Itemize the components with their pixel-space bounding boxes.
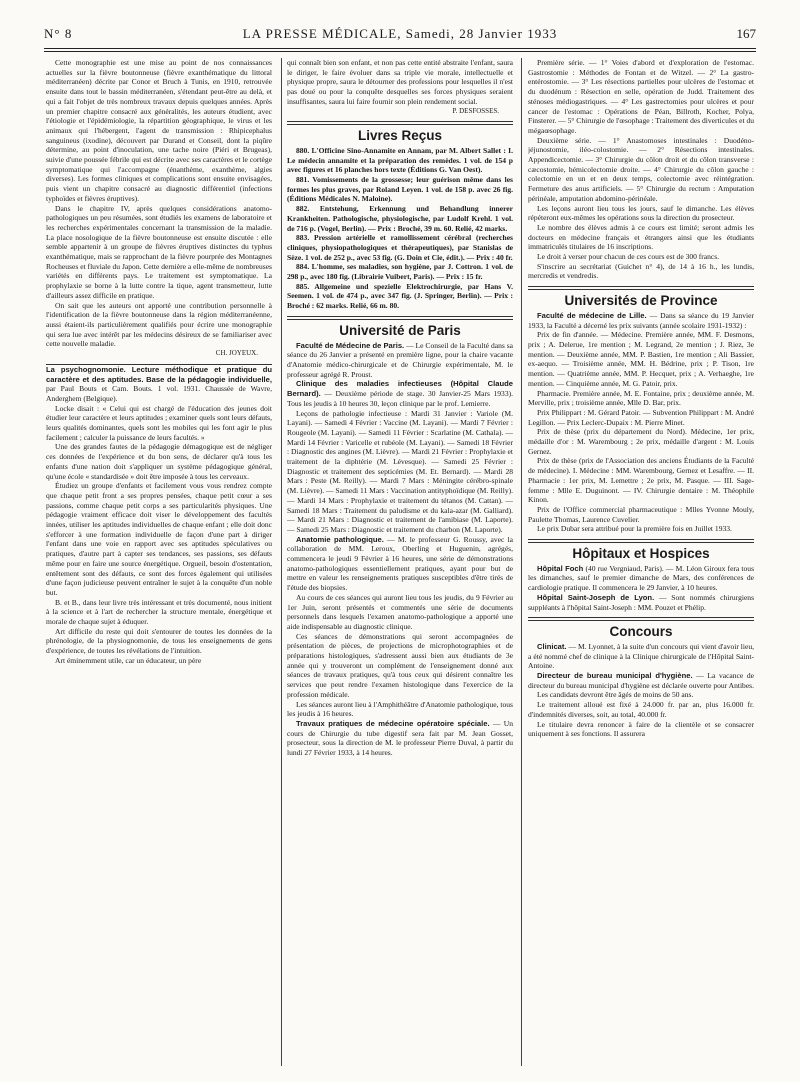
item-title: Directeur de bureau municipal d'hygiène. <box>537 671 693 681</box>
review-paragraph: Cette monographie est une mise au point de nos connaissances actuelles sur la fièvre boutonneuse (fièvre exanthématique du littoral méditerranéen) décrite par Conor et Bruch à Tunis, en 1910, retrouvée ensuite dans tout le bassin méditerranéen, s'étendant peut-être au delà, et qui a fait l'objet de très nombreux travaux depuis quelques années. Après un premier chapitre consacré aux généralités, les auteurs étudient, avec l'étiologie et l'épidémiologie, la répartition géographique, le virus et les animaux qui l'hébergent, l'agent de transmission : Rhipicephalus sanguineus (ixodine), découvert par Durand et Conseil, dont la piqûre détermine, au point d'inoculation, une tache noire (Piéri et Brugeas), suivie d'une poussée fébrile qui est décrite avec ses caractères et le cortège symptomatique qui l'accompagne (énanthème, exanthème, algies diverses). Les formes cliniques et complications sont ensuite envisagées, puis vient un chapitre consacré au diagnostic différentiel (infections typhoïdes et fièvres éruptives). <box>46 58 272 203</box>
page-number: 167 <box>736 26 756 41</box>
header-rule-bottom <box>44 51 756 52</box>
item-text: — M. le professeur G. Roussy, avec la collaboration de MM. Leroux, Oberling et Huguenin, agrégés, commencera le jeudi 9 Février à 16 heures, une série de démonstrations anatomo-pathologiques essentiellement pratiques, ayant pour but de mettre en valeur les renseignements pratiques susceptibles d'être tirés de l'étude des biopsies. <box>287 534 513 593</box>
item-paragraph: Les leçons auront lieu tous les jours, sauf le dimanche. Les élèves répéteront eux-mêmes les opérations sous la direction du prosecteur. <box>528 203 754 223</box>
news-item <box>528 311 754 330</box>
prize-list: Prix de thèse (prix de l'Association des anciens Étudiants de la Faculté de médecine). I. Médecine : MM. Warembourg, Gernez et Lesaffre. — II. Pharmacie : 1er prix, M. Lemettre ; 2e prix, M. Pasque. — III. Sage-femme : Mlle E. Duguinont. — IV. Chirurgie dentaire : M. Théophile Kinon. <box>528 456 754 505</box>
item-paragraph: Au cours de ces séances qui auront lieu tous les jeudis, du 9 Février au 1er Juin, seront présentés et commentés une série de documents personnels dans lesquels l'examen anatomo-pathologique a apporté une aide indispensable au diagnostic clinique. <box>287 592 513 631</box>
item-paragraph: Le traitement alloué est fixé à 24.000 fr. par an, plus 16.000 fr. d'indemnités diverses, soit, au total, 40.000 fr. <box>528 700 754 719</box>
review-paragraph: Art éminemment utile, car un éducateur, un père <box>55 655 202 665</box>
section-rule <box>528 617 754 618</box>
item-title: Anatomie pathologique. <box>296 534 384 544</box>
item-paragraph: Les candidats devront être âgés de moins de 50 ans. <box>537 690 694 700</box>
review-paragraph: qui connaît bien son enfant, et non pas cette entité abstraite l'enfant, saura le diriger, le faire évoluer dans sa triple vie morale, intellectuelle et physique propre, saura le détourner des professions pour lesquelles il n'est pas doué ou pour la conquête desquelles ses forces physiques seraient insuffisantes, saura lui faire fournir son plein rendement social. <box>287 58 513 106</box>
section-rule <box>287 316 513 317</box>
section-rule <box>528 542 754 543</box>
prize-list: Le prix Dubar sera attribué pour la première fois en Juillet 1933. <box>537 524 732 534</box>
review-paragraph: Une des grandes fautes de la pédagogie démagogique est de négliger ces données de l'expérience et du bon sens, de déclarer qu'à tous les enfants d'une nation doit s'appliquer un système pédagogique général, qu'une école « standardisée » doit être imposée à tous les cerveaux. <box>46 442 272 481</box>
column-divider-2 <box>521 58 522 1066</box>
prize-list: Prix de l'Office commercial pharmaceutique : Mlles Yvonne Mouly, Paulette Thomas, Laurence Cuvelier. <box>528 504 754 524</box>
course-series: Première série. — 1° Voies d'abord et d'exploration de l'estomac. Gastrostomie : Méthodes de Fontan et de Witzel. — 2° La gastro-entérostomie. — 3° Les résections partielles pour ulcères de l'estomac et du duodénum : Résection en selle, opération de Judd. Traitement des sténoses médiogastriques. — 4° Les gastrectomies pour ulcères et pour cancer de l'estomac : Opérations de Péan, Billroth, Kocher, Polya, Finsterer. — 5° Chirurgie de l'œsophage : Traitement des diverticules et du mégaœsophage. <box>528 58 754 135</box>
section-heading-universites-province: Universités de Province <box>564 293 718 309</box>
item-text: — Sont nommés chirurgiens suppléants à l'hôpital Saint-Joseph : MM. Pouzet et Phélip. <box>528 592 754 612</box>
news-item <box>287 379 513 408</box>
prize-list: Prix Philippart : M. Gérard Patoir. — Subvention Philippart : M. André Legillon. — Prix Leclerc-Dupaix : M. Pierre Minet. <box>528 407 754 427</box>
item-title: Hôpital Foch <box>537 563 584 573</box>
section-heading-concours: Concours <box>609 624 673 640</box>
column-middle <box>287 58 513 1068</box>
item-paragraph: Ces séances de démonstrations qui seront accompagnées de présentation de pièces, de projections de microphotographies et de préparations histologiques, s'adressent aussi bien aux étudiants de 3e année qui y trouveront un complément de l'enseignement donné aux séances de travaux pratiques, qu'à tous ceux qui désirent connaître les services que peut rendre l'examen histologique dans l'exercice de la profession médicale. <box>287 631 513 699</box>
prize-list: Pharmacie. Première année, M. E. Fontaine, prix ; deuxième année, M. Merville, prix ; troisième année, Mlle D. Bar, prix. <box>528 388 754 408</box>
section-heading-hopitaux-hospices: Hôpitaux et Hospices <box>572 546 710 562</box>
section-rule <box>528 286 754 287</box>
review-paragraph: Art difficile du reste qui doit s'entourer de toutes les données de la phrénologie, de la physiognomonie, de tous les enseignements de gens d'expérience, de toutes les révélations de l'intuition. <box>46 626 272 656</box>
book-review-heading <box>46 365 272 404</box>
column-divider-1 <box>281 58 282 1066</box>
review-signature: P. DESFOSSES. <box>452 106 499 115</box>
news-item <box>528 564 754 593</box>
item-paragraph: Les séances auront lieu à l'Amphithéâtre d'Anatomie pathologique, tous les jeudis à 16 heures. <box>287 699 513 719</box>
book-entry: 882. Entstehung, Erkennung und Behandlung innerer Krankheiten. Pathologische, physiologische, par Ludolf Krehl. 1 vol. de 716 p. (Vogel, Berlin). — Prix : Broché, 39 m. 60. Relié, 42 marks. <box>287 204 513 233</box>
item-title: Clinicat. <box>537 641 567 651</box>
section-rule <box>528 539 754 540</box>
book-entry: 881. Vomissements de la grossesse; leur guérison même dans les formes les plus graves, par Roland Leyen. 1 vol. de 158 p. avec 26 fig. (Éditions Médicales N. Maloine). <box>287 175 513 204</box>
book-entry: 885. Allgemeine und spezielle Elektrochirurgie, par Hans V. Seemen. 1 vol. de 474 p., avec 347 fig. (J. Springer, Berlin). — Prix : Broché : 62 marks. Relié, 66 m. 80. <box>287 281 513 311</box>
news-item <box>287 341 513 380</box>
item-text: — Le Conseil de la Faculté dans sa séance du 26 Janvier a présenté en première ligne, pour la chaire vacante d'Anatomie médico-chirurgicale et de Chirurgie expérimentale, M. le professeur agrégé R. Proust. <box>287 340 513 379</box>
item-paragraph: Le droit à verser pour chacun de ces cours est de 300 francs. <box>537 252 720 262</box>
section-heading-livres-recus: Livres Reçus <box>357 128 443 144</box>
news-item <box>528 642 754 671</box>
item-paragraph: Le titulaire devra renoncer à faire de la clientèle et se consacrer uniquement à ses fonctions. Il assurera <box>528 719 754 739</box>
course-series: Deuxième série. — 1° Anastomoses intestinales : Duodéno-jéjunostomie, iléo-colostomie. — 2° Résections intestinales. Appendicectomie. — 3° Chirurgie du côlon droit et du côlon transverse : cæcostomie, hémicolectomie droite. — 4° Chirurgie du côlon gauche : colectomie en un et en deux temps, colectomie avec réintégration. Fermeture des anus artificiels. — 5° Chirurgie du rectum : Amputation périnéale, amputation abdomino-périnéale. <box>528 135 754 203</box>
book-entry: 883. Pression artérielle et ramollissement cérébral (recherches cliniques, physiopathologiques et thérapeutiques), par Stanislas de Sèze. 1 vol. de 252 p., avec 53 fig. (G. Doin et Cie, édit.). — Prix : 40 fr. <box>287 233 513 262</box>
item-title: Hôpital Saint-Joseph de Lyon. <box>537 592 655 602</box>
lecture-schedule: Leçons de pathologie infectieuse : Mardi 31 Janvier : Variole (M. Layani). — Samedi 4 Février : Vaccine (M. Layani). — Mardi 7 Février : Rougeole (M. Layani). — Samedi 11 Février : Scarlatine (M. Cathala). — Mardi 14 Février : Varicelle et rubéole (M. Layani). — Samedi 18 Février : Diagnostic des angines (M. Lièvre). — Mardi 21 Février : Prophylaxie et traitement de la diphtérie (M. Lévesque). — Samedi 25 Février : Diagnostic et traitement des septicémies (M. Et. Bernard). — Mardi 28 Mars : Peste (M. Reilly). — Mardi 7 Mars : Méningite cérébro-spinale (M. Lièvre). — Samedi 11 Mars : Vaccination antityphoïdique (M. Reilly). — Mardi 14 Mars : Prophylaxie et traitement du tétanos (M. Cattan). — Samedi 18 Mars : Traitement du paludisme et du kala-azar (M. Galliard). — Mardi 21 Mars : Diagnostic et traitement de l'amibiase (M. Laporte). — Samedi 25 Mars : Diagnostic et traitement du charbon (M. Laporte). <box>287 408 513 534</box>
book-title: La psychognomonie. Lecture méthodique et pratique du caractère et des aptitudes. Base de la pédagogie individuelle, <box>46 364 272 384</box>
item-text: — M. Lyonnet, à la suite d'un concours qui vient d'avoir lieu, a été nommé chef de clinique à la Clinique chirurgicale de l'Hôpital Saint-Antoine. <box>528 641 754 671</box>
item-text: — Deuxième période de stage. 30 Janvier-25 Mars 1933). Tous les jeudis à 10 heures 30, leçon clinique par le prof. Lemierre. <box>287 389 513 408</box>
news-item <box>528 671 754 690</box>
page-header <box>44 26 756 44</box>
book-entry: 880. L'Officine Sino-Annamite en Annam, par M. Albert Sallet : I. Le médecin annamite et la préparation des remèdes. 1 vol. de 154 p avec figures et 16 planches hors texte (Éditions G. Van Oest). <box>287 145 513 175</box>
issue-number: N° 8 <box>44 26 73 41</box>
section-rule <box>287 121 513 122</box>
section-rule <box>528 289 754 290</box>
section-rule <box>287 124 513 125</box>
item-title: Clinique des maladies infectieuses (Hôpital Claude Bernard). <box>287 379 513 399</box>
review-paragraph: On sait que les auteurs ont apporté une contribution personnelle à l'identification de la fièvre boutonneuse dans la région méditerranéenne, aussi étaient-ils particulièrement qualifiés pour écrire une monographie qui sera lue avec intérêt par les médecins désireux de se familiariser avec cette nouvelle maladie. <box>46 300 272 349</box>
review-paragraph: B. et B., dans leur livre très intéressant et très documenté, nous initient à la science et à l'art de rechercher la structure mentale, énergétique et morale de chaque sujet à éduquer. <box>46 597 272 627</box>
prize-list: Prix de fin d'année. — Médecine. Première année, MM. F. Desmons, prix ; A. Delerue, 1re mention ; M. Legrand, 2e mention ; J. Riez, 3e mention. — Deuxième année, MM. P. Bastien, 1re mention ; Ali Bassier, ex-aequo. — Troisième année, MM. H. Bédrine, prix ; P. Tison, 1re mention. — Quatrième année, MM. P. Hecquet, prix ; A. Verhaeghe, 1re mention. — Cinquième année, M. G. Patoir, prix. <box>528 330 754 388</box>
news-item <box>287 535 513 593</box>
section-rule <box>528 620 754 621</box>
book-author: par Paul Bouts et Cam. Bouts. 1 vol. 1931. Chaussée de Wavre, Anderghem (Belgique). <box>46 384 272 403</box>
item-title: Faculté de médecine de Lille. <box>537 310 647 320</box>
item-title: Travaux pratiques de médecine opératoire spéciale. <box>296 719 490 728</box>
review-paragraph: Locke disait : « Celui qui est chargé de l'éducation des jeunes doit étudier leur caractère et leurs aptitudes ; examiner quels sont leurs défauts, leurs qualités dominantes, quels sont les mobiles qui les font agir le plus facilement ; calculer la puissance de leurs facultés. » <box>46 403 272 442</box>
newspaper-title: LA PRESSE MÉDICALE, Samedi, 28 Janvier 1933 <box>242 26 558 41</box>
prize-list: Prix de thèse (prix du département du Nord). Médecine, 1er prix, médaille d'or : M. Warembourg ; 2e prix, médaille d'argent : M. Louis Gernez. <box>528 427 754 456</box>
section-heading-universite-paris: Université de Paris <box>339 322 461 338</box>
item-text: — La vacance de directeur du bureau municipal d'hygiène est déclarée ouverte pour Antibes. <box>528 671 754 690</box>
section-rule <box>287 319 513 320</box>
column-right <box>528 58 754 1068</box>
item-text: — Dans sa séance du 19 Janvier 1933, la Faculté a décerné les prix suivants (année scolaire 1931-1932) : <box>528 310 754 330</box>
column-left <box>46 58 272 1068</box>
news-item <box>528 593 754 612</box>
item-text: (40 rue Vergniaud, Paris). — M. Léon Giroux fera tous les dimanches, sauf le premier dimanche de Mars, des conférences de cardiologie pratique. Il commencera le 29 Janvier, à 10 heures. <box>528 563 754 593</box>
news-item <box>287 719 513 758</box>
book-entry: 884. L'homme, ses maladies, son hygiène, par J. Cottron. 1 vol. de 298 p., avec 180 fig. (Librairie Vuibert, Paris). — Prix : 15 fr. <box>287 262 513 282</box>
item-paragraph: Le nombre des élèves admis à ce cours est limité; seront admis les docteurs en médecine français et étrangers ainsi que les étudiants immatriculés titulaires de 16 inscriptions. <box>528 222 754 252</box>
review-paragraph: Étudiez un groupe d'enfants et facilement vous vous rendrez compte que chaque petit front a ses propres pensées, chaque petit cœur a ses passions, comme chaque petit corps a ses particularités physiques. Une pédagogie vraiment efficace doit viser le développement des facultés innées, utiliser les aptitudes individuelles de chaque enfant ; elle doit donc s'efforcer à une formation individuelle de façon d'une part à diriger l'enfant dans une voie en rapport avec ses aptitudes spéculatives ou pratiques, d'autre part à capter ses tendances, ses passions, ses défauts même pour en faire une source énergétique. Orgueil, besoin d'ostentation, entêtement sont des défauts, ce sont des forces également qui utilisées d'une façon judicieuse peuvent entraîner le sujet à la conquête d'un noble but. <box>46 481 272 597</box>
header-rule-top <box>44 48 756 49</box>
review-signature: CH. JOYEUX. <box>215 349 258 358</box>
review-paragraph: Dans le chapitre IV, après quelques considérations anatomo-pathologiques un peu résumées, sont étudiés les examens de laboratoire et les recherches expérimentales concernant la transmission de la maladie. La place nosologique de la fièvre boutonneuse est ensuite discutée : elle semble appartenir à un groupe de fièvres éruptives distinctes du typhus exanthématique, mais se rapprochant de la fièvre pourprée des Montagnes Rocheuses et fluviale du Japon. Cette dernière a elle-même de nombreuses variétés en différents pays. Le traitement est symptomatique. La prophylaxie se borne à la lutte contre la tique, agent transmetteur, lutte d'ailleurs assez difficile en pratique. <box>46 203 272 300</box>
item-text: — Un cours de Chirurgie du tube digestif sera fait par M. Jean Gosset, prosecteur, sous la direction de M. le professeur Pierre Duval, à partir du lundi 27 Février 1933, à 14 heures. <box>287 719 513 758</box>
item-paragraph: S'inscrire au secrétariat (Guichet n° 4), de 14 à 16 h., les lundis, mercredis et vendredis. <box>528 261 754 281</box>
item-title: Faculté de Médecine de Paris. <box>296 340 405 350</box>
